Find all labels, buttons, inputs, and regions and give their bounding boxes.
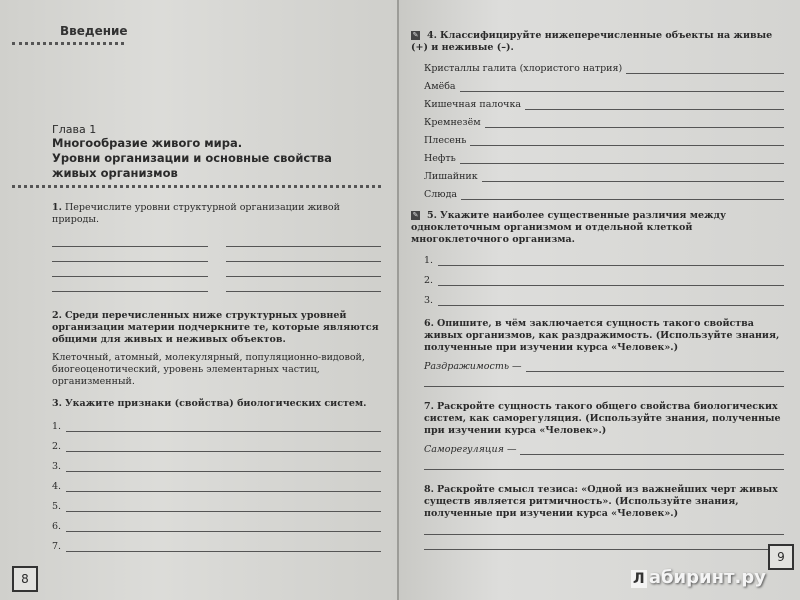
answer-line[interactable] (66, 499, 381, 512)
levels-list: Клеточный, атомный, молекулярный, популяционно-видовой, биогеоценотический, уровень элементарных частиц, организменный. (52, 352, 365, 387)
answer-line[interactable] (482, 169, 784, 182)
object-name: Слюда (424, 189, 458, 200)
answer-line[interactable] (226, 262, 382, 277)
question-text: Опишите, в чём заключается сущность такого свойства живых организмов, как раздражимость. (Используйте знания, полученные при изучении курса «Человек».) (424, 318, 780, 353)
answer-block (424, 520, 784, 550)
answer-label: Саморегуляция — (424, 444, 517, 455)
chapter-title-line: Уровни организации и основные свойства (52, 151, 332, 165)
answer-line[interactable] (626, 61, 784, 74)
question-5 (411, 210, 784, 246)
answer-block (424, 437, 784, 470)
line-number: 2. (424, 275, 434, 286)
question-number: 2. (52, 310, 62, 321)
question-text: Перечислите уровни структурной организации живой природы. (52, 202, 340, 225)
question-2 (52, 310, 381, 346)
answer-line[interactable] (66, 439, 381, 452)
answer-line[interactable] (460, 79, 784, 92)
question-1 (52, 202, 381, 226)
answer-line[interactable] (66, 419, 381, 432)
answer-line[interactable] (66, 519, 381, 532)
section-title: Введение (60, 24, 128, 38)
page-number: 9 (768, 544, 794, 570)
question-text: Среди перечисленных ниже структурных уровней организации материи подчеркните те, которые являются общими для живых и неживых объектов. (52, 310, 379, 345)
line-number: 3. (52, 461, 62, 472)
answer-line[interactable] (66, 539, 381, 552)
answer-line[interactable] (66, 479, 381, 492)
question-text: Укажите признаки (свойства) биологических систем. (64, 398, 367, 409)
answer-list (424, 246, 784, 306)
answer-line[interactable] (226, 277, 382, 292)
answer-block (424, 354, 784, 387)
chapter-title-line: Многообразие живого мира. (52, 136, 243, 150)
answer-line[interactable] (485, 115, 784, 128)
question-6 (424, 318, 784, 354)
section-divider (12, 42, 124, 45)
answer-line[interactable] (424, 372, 784, 387)
watermark (631, 567, 766, 588)
answer-line[interactable] (52, 247, 208, 262)
object-name: Нефть (424, 153, 456, 164)
chapter-number: Глава 1 (52, 123, 97, 136)
answer-line[interactable] (66, 459, 381, 472)
question-number: 8. (424, 484, 434, 495)
line-number: 5. (52, 501, 62, 512)
line-number: 1. (424, 255, 434, 266)
object-name: Плесень (424, 135, 467, 146)
answer-label: Раздражимость — (424, 361, 522, 372)
question-text: Укажите наиболее существенные различия между одноклеточным организмом и отдельной клеткой многоклеточного организма. (411, 210, 727, 245)
answer-list (52, 412, 381, 552)
question-number: 4. (427, 30, 437, 41)
answer-line[interactable] (424, 535, 784, 550)
line-number: 6. (52, 521, 62, 532)
task-icon: ✎ (412, 211, 419, 219)
question-number: 3. (52, 398, 62, 409)
question-number: 7. (424, 401, 434, 412)
answer-line[interactable] (520, 442, 784, 455)
line-number: 3. (424, 295, 434, 306)
answer-line[interactable] (424, 455, 784, 470)
watermark-text: абиринт.ру (648, 567, 766, 588)
object-name: Кремнезём (424, 117, 481, 128)
question-8 (424, 484, 784, 520)
line-number: 2. (52, 441, 62, 452)
answer-line[interactable] (460, 151, 784, 164)
answer-line[interactable] (52, 262, 208, 277)
answer-line[interactable] (438, 253, 784, 266)
object-list (424, 56, 784, 200)
answer-line[interactable] (461, 187, 784, 200)
question-7 (424, 401, 784, 437)
answer-line[interactable] (424, 520, 784, 535)
object-name: Кишечная палочка (424, 99, 522, 110)
line-number: 4. (52, 481, 62, 492)
object-name: Лишайник (424, 171, 478, 182)
answer-line[interactable] (226, 232, 382, 247)
answer-line[interactable] (438, 273, 784, 286)
answer-line[interactable] (525, 97, 784, 110)
question-number: 6. (424, 318, 434, 329)
answer-line[interactable] (52, 277, 208, 292)
question-number: 5. (427, 210, 437, 221)
line-number: 7. (52, 541, 62, 552)
line-number: 1. (52, 421, 62, 432)
page-number: 8 (12, 566, 38, 592)
question-number: 1. (52, 202, 62, 213)
task-icon: ✎ (412, 31, 419, 39)
question-3 (52, 398, 381, 410)
question-text: Раскройте смысл тезиса: «Одной из важнейших черт живых существ является ритмичность». (Используйте знания, полученные при изучении курса «Человек».) (424, 484, 778, 519)
question-text: Классифицируйте нижеперечисленные объекты на живые (+) и неживые (–). (411, 30, 773, 53)
chapter-title-line: живых организмов (52, 166, 178, 180)
watermark-logo: Л (631, 570, 647, 588)
answer-columns (52, 232, 381, 292)
chapter-heading (52, 123, 381, 181)
chapter-divider (12, 185, 381, 188)
answer-line[interactable] (438, 293, 784, 306)
object-name: Кристаллы галита (хлористого натрия) (424, 63, 623, 74)
answer-line[interactable] (52, 232, 208, 247)
answer-line[interactable] (470, 133, 784, 146)
question-text: Раскройте сущность такого общего свойства биологических систем, как саморегуляция. (Используйте знания, полученные при изучении курса «Человек».) (424, 401, 781, 436)
answer-line[interactable] (526, 359, 784, 372)
question-4 (411, 30, 784, 54)
object-name: Амёба (424, 81, 456, 92)
answer-line[interactable] (226, 247, 382, 262)
right-page (399, 0, 800, 600)
left-page (0, 0, 399, 600)
